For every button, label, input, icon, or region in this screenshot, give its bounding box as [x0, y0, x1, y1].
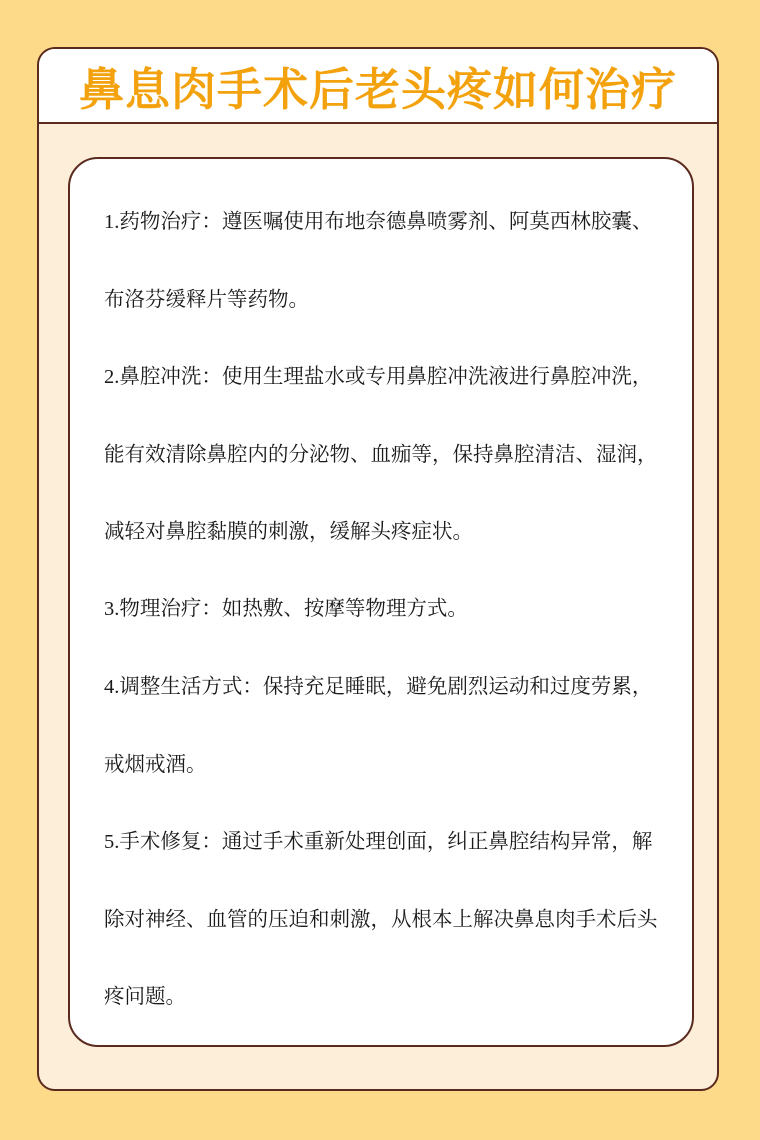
item-number: 1.	[104, 211, 120, 233]
treatment-item-4	[104, 648, 662, 803]
treatment-item-2	[104, 338, 662, 570]
article-card	[37, 47, 719, 1091]
item-number: 4.	[104, 676, 120, 698]
item-number: 5.	[104, 831, 120, 853]
treatment-item-5	[104, 803, 662, 1035]
item-text: 物理治疗：如热敷、按摩等物理方式。	[119, 596, 468, 620]
item-number: 2.	[104, 366, 120, 388]
item-number: 3.	[104, 598, 120, 620]
item-text: 鼻腔冲洗：使用生理盐水或专用鼻腔冲洗液进行鼻腔冲洗，能有效清除鼻腔内的分泌物、血痂等，保持鼻腔清洁、湿润，减轻对鼻腔黏膜的刺激，缓解头疼症状。	[104, 364, 658, 543]
item-text: 手术修复：通过手术重新处理创面，纠正鼻腔结构异常，解除对神经、血管的压迫和刺激，从根本上解决鼻息肉手术后头疼问题。	[104, 829, 658, 1008]
page-title: 鼻息肉手术后老头疼如何治疗	[78, 63, 677, 116]
item-text: 调整生活方式：保持充足睡眠，避免剧烈运动和过度劳累，戒烟戒酒。	[104, 674, 653, 776]
treatment-item-1	[104, 183, 662, 338]
title-bar	[39, 49, 717, 124]
content-box	[68, 157, 694, 1047]
treatment-item-3	[104, 570, 662, 648]
item-text: 药物治疗：遵医嘱使用布地奈德鼻喷雾剂、阿莫西林胶囊、布洛芬缓释片等药物。	[104, 209, 653, 311]
